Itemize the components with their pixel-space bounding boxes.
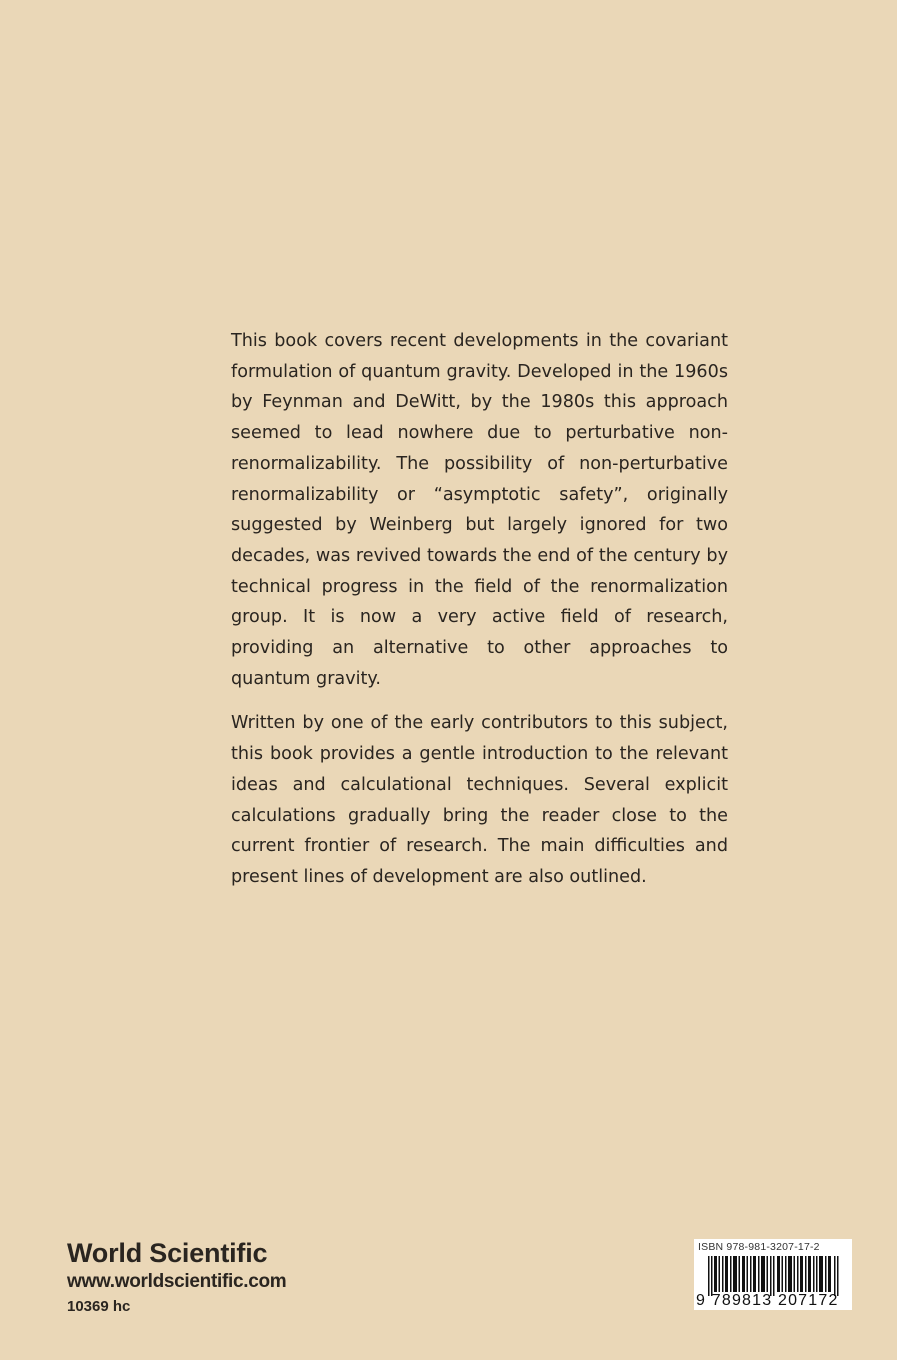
publisher-name: World Scientific	[67, 1238, 268, 1268]
publisher-code: 10369 hc	[67, 1298, 131, 1315]
isbn-barcode	[694, 1239, 852, 1310]
barcode-digits: 9 789813 207172	[696, 1292, 839, 1309]
blurb-paragraph-1: This book covers recent developments in the covariant formulation of quantum gravity. Developed in the 1960s by Feynman and DeWitt, by the 1980s this approach seemed to lead nowhere due to perturbative non-renormalizability. The possibility of non-perturbative renormalizability or “asymptotic safety”, originally suggested by Weinberg but largely ignored for two decades, was revived towards the end of the century by technical progress in the field of the renormalization group. It is now a very active field of research, providing an alternative to other approaches to quantum gravity.	[231, 331, 728, 689]
back-cover-blurb	[231, 326, 728, 907]
publisher-block	[67, 1236, 286, 1318]
isbn-label: ISBN 978-981-3207-17-2	[698, 1241, 820, 1253]
blurb-paragraph-2: Written by one of the early contributors to this subject, this book provides a gentle introduction to the relevant ideas and calculational techniques. Several explicit calculations gradually bring the reader close to the current frontier of research. The main difficulties and present lines of development are also outlined.	[231, 713, 728, 887]
publisher-url: www.worldscientific.com	[67, 1271, 287, 1292]
barcode-bars-icon	[708, 1256, 840, 1296]
